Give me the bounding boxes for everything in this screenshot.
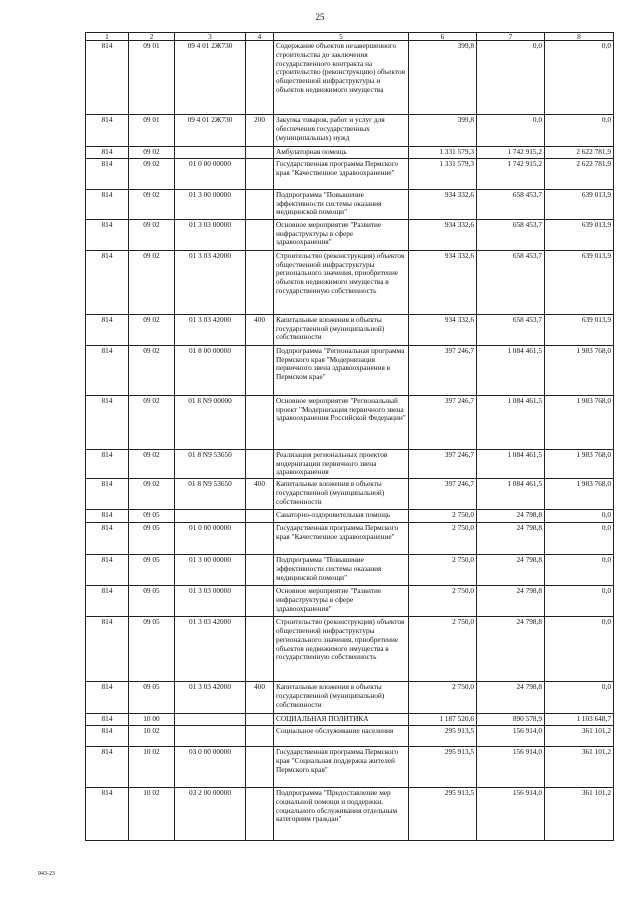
expense-type-cell <box>246 189 274 219</box>
footer-code: 943-23 <box>38 871 55 877</box>
description-cell: Капитальные вложения в объекты государственной (муниципальной) собственности <box>274 479 409 510</box>
expense-type-cell <box>246 449 274 478</box>
target-article-cell <box>175 725 246 746</box>
publisher-code-cell: 814 <box>86 714 129 726</box>
description-cell: Подпрограмма "Повышение эффективности системы оказания медицинской помощи" <box>274 189 409 219</box>
table-row <box>86 41 614 115</box>
publisher-code-cell: 814 <box>86 479 129 510</box>
target-article-cell: 01 8 N9 00000 <box>175 395 246 449</box>
expense-type-cell <box>246 250 274 314</box>
column-header: 3 <box>175 33 246 41</box>
amount-year-2-cell: 24 798,8 <box>477 555 545 586</box>
amount-year-3-cell: 2 622 781,9 <box>545 147 614 159</box>
publisher-code-cell: 814 <box>86 395 129 449</box>
description-cell: Основное мероприятие "Развитие инфраструктуры в сфере здравоохранения" <box>274 219 409 250</box>
description-cell: Основное мероприятие "Развитие инфраструктуры в сфере здравоохранения" <box>274 586 409 617</box>
amount-year-3-cell: 1 983 768,0 <box>545 345 614 395</box>
section-code-cell: 09 02 <box>129 345 175 395</box>
amount-year-2-cell: 24 798,8 <box>477 523 545 555</box>
publisher-code-cell: 814 <box>86 189 129 219</box>
target-article-cell: 01 3 03 42000 <box>175 617 246 682</box>
table-row <box>86 787 614 840</box>
table-row <box>86 586 614 617</box>
amount-year-3-cell: 0,0 <box>545 682 614 714</box>
amount-year-1-cell: 397 246,7 <box>409 449 477 478</box>
expense-type-cell <box>246 746 274 787</box>
amount-year-3-cell: 361 101,2 <box>545 746 614 787</box>
expense-type-cell <box>246 555 274 586</box>
amount-year-3-cell: 0,0 <box>545 586 614 617</box>
amount-year-2-cell: 1 742 915,2 <box>477 158 545 189</box>
table-body <box>86 41 614 841</box>
target-article-cell: 01 3 03 00000 <box>175 586 246 617</box>
column-header: 7 <box>477 33 545 41</box>
amount-year-3-cell: 0,0 <box>545 41 614 115</box>
amount-year-3-cell: 1 103 648,7 <box>545 714 614 726</box>
description-cell: Социальное обслуживание населения <box>274 725 409 746</box>
section-code-cell: 10 02 <box>129 725 175 746</box>
amount-year-2-cell: 156 914,0 <box>477 725 545 746</box>
target-article-cell: 03 0 00 00000 <box>175 746 246 787</box>
expense-type-cell: 400 <box>246 682 274 714</box>
amount-year-3-cell: 639 013,9 <box>545 250 614 314</box>
expense-type-cell <box>246 586 274 617</box>
description-cell: Подпрограмма "Предоставление мер социальной помощи и поддержки, социального обслуживания отдельным категориям граждан" <box>274 787 409 840</box>
expense-type-cell <box>246 345 274 395</box>
description-cell: Капитальные вложения в объекты государственной (муниципальной) собственности <box>274 314 409 345</box>
amount-year-1-cell: 399,8 <box>409 115 477 147</box>
amount-year-2-cell: 658 453,7 <box>477 219 545 250</box>
amount-year-1-cell: 934 332,6 <box>409 219 477 250</box>
section-code-cell: 09 02 <box>129 219 175 250</box>
publisher-code-cell: 814 <box>86 746 129 787</box>
amount-year-1-cell: 934 332,6 <box>409 250 477 314</box>
target-article-cell <box>175 147 246 159</box>
table-row <box>86 510 614 523</box>
target-article-cell: 09 4 01 2Ж730 <box>175 115 246 147</box>
section-code-cell: 09 02 <box>129 147 175 159</box>
publisher-code-cell: 814 <box>86 725 129 746</box>
table-row <box>86 449 614 478</box>
publisher-code-cell: 814 <box>86 555 129 586</box>
amount-year-3-cell: 361 101,2 <box>545 787 614 840</box>
amount-year-2-cell: 24 798,8 <box>477 617 545 682</box>
description-cell: СОЦИАЛЬНАЯ ПОЛИТИКА <box>274 714 409 726</box>
section-code-cell: 10 00 <box>129 714 175 726</box>
amount-year-3-cell: 2 622 781,9 <box>545 158 614 189</box>
amount-year-1-cell: 1 331 579,3 <box>409 158 477 189</box>
amount-year-2-cell: 156 914,0 <box>477 787 545 840</box>
amount-year-3-cell: 0,0 <box>545 115 614 147</box>
amount-year-1-cell: 397 246,7 <box>409 395 477 449</box>
publisher-code-cell: 814 <box>86 314 129 345</box>
amount-year-3-cell: 0,0 <box>545 617 614 682</box>
amount-year-3-cell: 639 013,9 <box>545 189 614 219</box>
table-row <box>86 725 614 746</box>
header-row <box>86 33 614 41</box>
table-row <box>86 617 614 682</box>
amount-year-2-cell: 0,0 <box>477 115 545 147</box>
table-row <box>86 345 614 395</box>
table-row <box>86 158 614 189</box>
publisher-code-cell: 814 <box>86 41 129 115</box>
amount-year-2-cell: 658 453,7 <box>477 314 545 345</box>
target-article-cell: 01 0 00 00000 <box>175 158 246 189</box>
amount-year-1-cell: 2 750,0 <box>409 586 477 617</box>
section-code-cell: 09 02 <box>129 449 175 478</box>
amount-year-3-cell: 1 983 768,0 <box>545 449 614 478</box>
amount-year-1-cell: 934 332,6 <box>409 189 477 219</box>
column-header: 8 <box>545 33 614 41</box>
section-code-cell: 09 01 <box>129 41 175 115</box>
publisher-code-cell: 814 <box>86 250 129 314</box>
amount-year-2-cell: 658 453,7 <box>477 250 545 314</box>
page-number: 25 <box>315 12 325 22</box>
amount-year-1-cell: 2 750,0 <box>409 617 477 682</box>
budget-table <box>85 32 614 841</box>
target-article-cell: 01 3 03 42000 <box>175 250 246 314</box>
table-row <box>86 682 614 714</box>
amount-year-1-cell: 2 750,0 <box>409 510 477 523</box>
expense-type-cell <box>246 510 274 523</box>
publisher-code-cell: 814 <box>86 787 129 840</box>
expense-type-cell <box>246 523 274 555</box>
table-row <box>86 395 614 449</box>
section-code-cell: 09 01 <box>129 115 175 147</box>
table-row <box>86 189 614 219</box>
section-code-cell: 10 02 <box>129 787 175 840</box>
table-row <box>86 147 614 159</box>
expense-type-cell: 200 <box>246 115 274 147</box>
section-code-cell: 09 02 <box>129 189 175 219</box>
table-header <box>86 33 614 41</box>
amount-year-2-cell: 1 084 461,5 <box>477 395 545 449</box>
column-header: 1 <box>86 33 129 41</box>
amount-year-3-cell: 361 101,2 <box>545 725 614 746</box>
description-cell: Государственная программа Пермского края "Качественное здравоохранение" <box>274 523 409 555</box>
amount-year-1-cell: 934 332,6 <box>409 314 477 345</box>
table-row <box>86 523 614 555</box>
description-cell: Строительство (реконструкция) объектов общественной инфраструктуры регионального значения, приобретение объектов недвижимого имущества в государственную собственность <box>274 617 409 682</box>
column-header: 4 <box>246 33 274 41</box>
target-article-cell: 03 2 00 00000 <box>175 787 246 840</box>
amount-year-2-cell: 1 742 915,2 <box>477 147 545 159</box>
target-article-cell <box>175 714 246 726</box>
amount-year-1-cell: 2 750,0 <box>409 682 477 714</box>
target-article-cell <box>175 510 246 523</box>
expense-type-cell <box>246 158 274 189</box>
description-cell: Амбулаторная помощь <box>274 147 409 159</box>
amount-year-1-cell: 397 246,7 <box>409 345 477 395</box>
target-article-cell: 01 3 00 00000 <box>175 555 246 586</box>
column-header: 2 <box>129 33 175 41</box>
expense-type-cell <box>246 787 274 840</box>
expense-type-cell <box>246 617 274 682</box>
amount-year-3-cell: 0,0 <box>545 555 614 586</box>
target-article-cell: 01 8 00 00000 <box>175 345 246 395</box>
section-code-cell: 09 05 <box>129 617 175 682</box>
amount-year-1-cell: 295 913,5 <box>409 725 477 746</box>
section-code-cell: 09 02 <box>129 395 175 449</box>
description-cell: Государственная программа Пермского края "Социальная поддержка жителей Пермского края" <box>274 746 409 787</box>
section-code-cell: 09 05 <box>129 586 175 617</box>
section-code-cell: 09 05 <box>129 555 175 586</box>
amount-year-2-cell: 24 798,8 <box>477 510 545 523</box>
expense-type-cell: 400 <box>246 314 274 345</box>
table-row <box>86 555 614 586</box>
description-cell: Строительство (реконструкция) объектов общественной инфраструктуры регионального значения, приобретение объектов недвижимого имущества в государственную собственность <box>274 250 409 314</box>
target-article-cell: 01 0 00 00000 <box>175 523 246 555</box>
target-article-cell: 01 8 N9 53650 <box>175 449 246 478</box>
expense-type-cell <box>246 725 274 746</box>
description-cell: Основное мероприятие "Региональный проект "Модернизация первичного звена здравоохранения Российской Федерации" <box>274 395 409 449</box>
description-cell: Государственная программа Пермского края "Качественное здравоохранение" <box>274 158 409 189</box>
column-header: 6 <box>409 33 477 41</box>
description-cell: Санаторно-оздоровительная помощь <box>274 510 409 523</box>
target-article-cell: 01 8 N9 53650 <box>175 479 246 510</box>
description-cell: Реализация региональных проектов модернизации первичного звена здравоохранения <box>274 449 409 478</box>
publisher-code-cell: 814 <box>86 586 129 617</box>
target-article-cell: 09 4 01 2Ж730 <box>175 41 246 115</box>
target-article-cell: 01 3 00 00000 <box>175 189 246 219</box>
publisher-code-cell: 814 <box>86 449 129 478</box>
amount-year-2-cell: 0,0 <box>477 41 545 115</box>
section-code-cell: 09 02 <box>129 158 175 189</box>
amount-year-1-cell: 399,8 <box>409 41 477 115</box>
amount-year-1-cell: 397 246,7 <box>409 479 477 510</box>
amount-year-3-cell: 639 013,9 <box>545 219 614 250</box>
amount-year-2-cell: 1 084 461,5 <box>477 449 545 478</box>
amount-year-2-cell: 24 798,8 <box>477 682 545 714</box>
table-row <box>86 746 614 787</box>
amount-year-1-cell: 2 750,0 <box>409 555 477 586</box>
amount-year-2-cell: 1 084 461,5 <box>477 479 545 510</box>
expense-type-cell <box>246 714 274 726</box>
description-cell: Капитальные вложения в объекты государственной (муниципальной) собственности <box>274 682 409 714</box>
section-code-cell: 09 02 <box>129 314 175 345</box>
amount-year-3-cell: 0,0 <box>545 510 614 523</box>
table-row <box>86 250 614 314</box>
section-code-cell: 09 05 <box>129 523 175 555</box>
target-article-cell: 01 3 03 42000 <box>175 314 246 345</box>
amount-year-1-cell: 295 913,5 <box>409 787 477 840</box>
section-code-cell: 10 02 <box>129 746 175 787</box>
expense-type-cell <box>246 147 274 159</box>
amount-year-3-cell: 1 983 768,0 <box>545 395 614 449</box>
target-article-cell: 01 3 03 42000 <box>175 682 246 714</box>
amount-year-2-cell: 156 914,0 <box>477 746 545 787</box>
amount-year-1-cell: 1 187 520,6 <box>409 714 477 726</box>
expense-type-cell: 400 <box>246 479 274 510</box>
expense-type-cell <box>246 395 274 449</box>
expense-type-cell <box>246 219 274 250</box>
amount-year-1-cell: 1 331 579,3 <box>409 147 477 159</box>
amount-year-3-cell: 0,0 <box>545 523 614 555</box>
amount-year-2-cell: 24 798,8 <box>477 586 545 617</box>
table-row <box>86 219 614 250</box>
amount-year-2-cell: 1 084 461,5 <box>477 345 545 395</box>
publisher-code-cell: 814 <box>86 345 129 395</box>
publisher-code-cell: 814 <box>86 617 129 682</box>
amount-year-3-cell: 1 983 768,0 <box>545 479 614 510</box>
section-code-cell: 09 02 <box>129 250 175 314</box>
publisher-code-cell: 814 <box>86 682 129 714</box>
description-cell: Содержание объектов незавершенного строительства до заключения государственного контракта на строительство (реконструкцию) объектов общественной инфраструктуры и объектов недвижимого имущества <box>274 41 409 115</box>
section-code-cell: 09 02 <box>129 479 175 510</box>
description-cell: Подпрограмма "Повышение эффективности системы оказания медицинской помощи" <box>274 555 409 586</box>
publisher-code-cell: 814 <box>86 147 129 159</box>
section-code-cell: 09 05 <box>129 682 175 714</box>
section-code-cell: 09 05 <box>129 510 175 523</box>
amount-year-3-cell: 639 013,9 <box>545 314 614 345</box>
table-row <box>86 115 614 147</box>
amount-year-2-cell: 890 578,9 <box>477 714 545 726</box>
publisher-code-cell: 814 <box>86 158 129 189</box>
description-cell: Закупка товаров, работ и услуг для обеспечения государственных (муниципальных) нужд <box>274 115 409 147</box>
target-article-cell: 01 3 03 00000 <box>175 219 246 250</box>
table-row <box>86 714 614 726</box>
table-row <box>86 479 614 510</box>
column-header: 5 <box>274 33 409 41</box>
description-cell: Подпрограмма "Региональная программа Пермского края "Модернизация первичного звена здравоохранения в Пермском крае" <box>274 345 409 395</box>
publisher-code-cell: 814 <box>86 510 129 523</box>
amount-year-2-cell: 658 453,7 <box>477 189 545 219</box>
publisher-code-cell: 814 <box>86 219 129 250</box>
amount-year-1-cell: 295 913,5 <box>409 746 477 787</box>
publisher-code-cell: 814 <box>86 115 129 147</box>
publisher-code-cell: 814 <box>86 523 129 555</box>
table-row <box>86 314 614 345</box>
amount-year-1-cell: 2 750,0 <box>409 523 477 555</box>
expense-type-cell <box>246 41 274 115</box>
